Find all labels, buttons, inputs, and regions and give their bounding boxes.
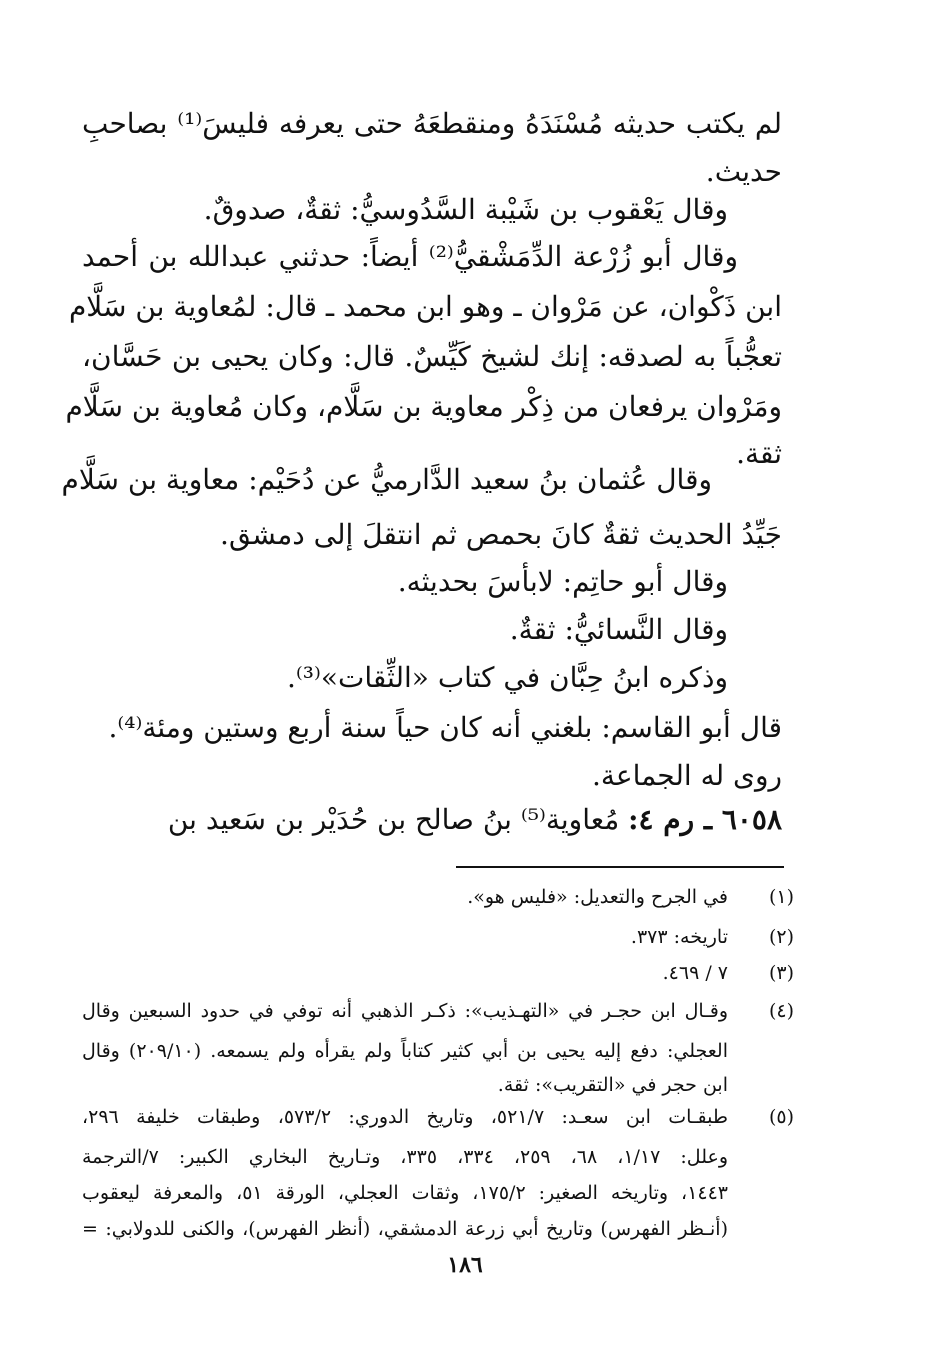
main-text-line: وذكره ابنُ حِبَّان في كتاب «الثِّقات»⁽³⁾. (286, 661, 728, 694)
footnote-line: العجلي: دفع إليه يحيى بن أبي كثير كتاباً ولم يقرأه ولم يسمعه. (٢٠٩/١٠) وقال (82, 1040, 728, 1062)
main-text-line: ومَرْوان يرفعان من ذِكْر معاوية بن سَلَّام، وكان مُعاوية بن سَلَّام (65, 390, 782, 423)
main-text-line: وقال يَعْقوب بن شَيْبة السَّدُوسيُّ: ثقةٌ، صدوقٌ. (203, 193, 728, 226)
footnote-line: ابن حجر في «التقريب»: ثقة. (497, 1074, 728, 1096)
main-text-line: وقال أبو حاتِم: لابأسَ بحديثه. (397, 565, 728, 598)
footnote-number: (٤) (768, 1000, 794, 1022)
footnote-number: (١) (768, 886, 794, 908)
main-text-line: وقال أبو زُرْعة الدِّمَشْقيُّ⁽²⁾ أيضاً: حدثني عبدالله بن أحمد (82, 240, 738, 273)
footnote-separator (456, 866, 784, 868)
footnote-line: ٧ / ٤٦٩. (662, 962, 728, 984)
footnote-line: طبقـات ابن سعـد: ٥٢١/٧، وتاريخ الدوري: ٥٧٣/٢، وطبقات خليفة ٢٩٦، (82, 1106, 728, 1128)
footnote-line: وقـال ابن حجـر في «التهـذيب»: ذكـر الذهبي أنه توفي في حدود السبعين وقال (82, 1000, 728, 1022)
main-text-line: جَيِّدُ الحديث ثقةٌ كانَ بحمص ثم انتقلَ إلى دمشق. (220, 518, 782, 551)
footnote-line: في الجرح والتعديل: «فليس هو». (467, 886, 728, 908)
footnote-line: تاريخه: ٣٧٣. (630, 926, 728, 948)
main-text-line: قال أبو القاسم: بلغني أنه كان حياً سنة أربع وستين ومئة⁽⁴⁾. (108, 711, 782, 744)
footnote-number: (٢) (768, 926, 794, 948)
footnote-number: (٣) (768, 962, 794, 984)
page-number: ١٨٦ (447, 1252, 483, 1278)
main-text-line: تعجُّباً به لصدقه: إنك لشيخ كَيِّسٌ. قال: وكان يحيى بن حَسَّان، (82, 340, 782, 373)
main-text-line: حديث. (705, 155, 782, 188)
footnote-line: وعلل: ١/١٧، ٦٨، ٢٥٩، ٣٣٤، ٣٣٥، وتـاريخ البخاري الكبير: ٧/الترجمة (82, 1146, 728, 1168)
footnote-number: (٥) (768, 1106, 794, 1128)
main-text-line: ابن ذَكْوان، عن مَرْوان ـ وهو ابن محمد ـ قال: لمُعاوية بن سَلَّام (68, 290, 782, 323)
main-text-line: ثقة. (736, 437, 782, 470)
main-text-line: وقال النَّسائيُّ: ثقةٌ. (509, 613, 728, 646)
entry-heading-text: مُعاوية⁽⁵⁾ بنُ صالح بن حُدَيْر بن سَعيد بن (167, 803, 620, 836)
entry-number: ٦٠٥٨ ـ رم ٤: (628, 803, 782, 836)
main-text-line: وقال عُثمان بنُ سعيد الدَّارميُّ عن دُحَيْم: معاوية بن سَلَّام (61, 463, 712, 496)
main-text-line: لم يكتب حديثه مُسْنَدَهُ ومنقطعَهُ حتى يعرفه فليسَ⁽¹⁾ بصاحبِ (82, 107, 783, 140)
footnote-line: ١٤٤٣، وتاريخه الصغير: ١٧٥/٢، وثقات العجلي، الورقة ٥١، والمعرفة ليعقوب (82, 1182, 729, 1204)
footnote-line: (أنـظر الفهرس) وتاريخ أبي زرعة الدمشقي، (أنظر الفهرس)، والكنى للدولابي: = (82, 1218, 728, 1240)
main-text-line: روى له الجماعة. (591, 759, 782, 792)
entry-heading-line (82, 800, 782, 840)
